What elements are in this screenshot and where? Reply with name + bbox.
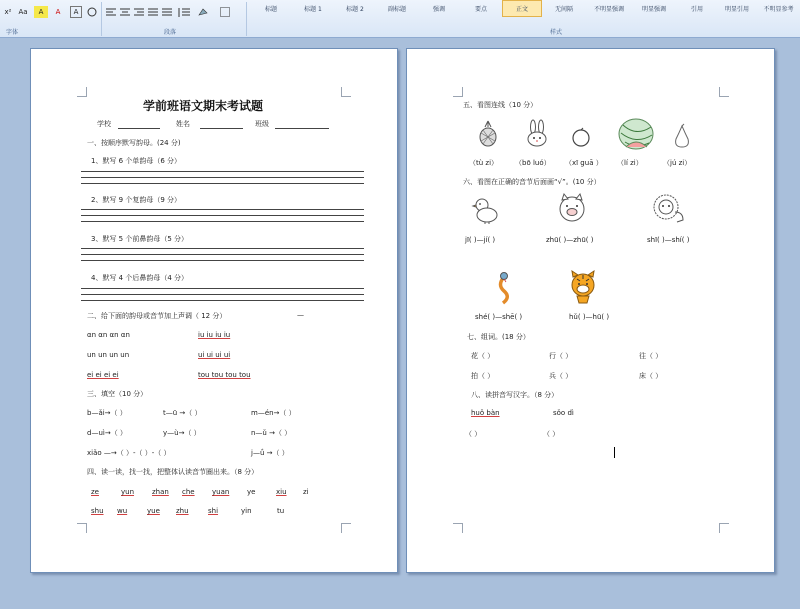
align-left-icon[interactable] <box>105 6 117 18</box>
tone-item: un un un un <box>87 351 130 359</box>
writing-line <box>81 294 364 295</box>
check-item: shī( )—shí( ) <box>647 236 690 244</box>
chick-picture <box>471 195 501 225</box>
pinyin-choice: （xī guā ） <box>565 159 603 167</box>
margin-corner <box>77 87 87 97</box>
class-label: 班级 <box>255 120 269 128</box>
writing-line <box>81 209 364 210</box>
writing-line <box>81 177 364 178</box>
fill-item: d—uì→（ ） <box>87 429 127 437</box>
style-item[interactable]: 标题 <box>264 6 277 13</box>
writing-line <box>81 300 364 301</box>
style-item[interactable]: 明显强调 <box>641 6 666 13</box>
section-heading: 七、组词。(18 分） <box>467 333 530 341</box>
margin-corner <box>453 87 463 97</box>
syllable: zhan <box>152 488 169 496</box>
syllable: yun <box>121 488 135 496</box>
style-item[interactable]: 明显引用 <box>724 6 749 13</box>
fill-item: j—ǘ →（ ） <box>251 449 289 457</box>
word-item: 花（ ） <box>471 352 495 360</box>
lion-picture <box>651 192 687 226</box>
section-heading: 一、按顺序默写韵母。(24 分) <box>87 139 181 147</box>
pig-picture <box>555 192 589 226</box>
word-item: 往（ ） <box>639 352 663 360</box>
syllable: yuan <box>212 488 230 496</box>
question-text: 4、默写 4 个后鼻韵母（4 分） <box>91 274 189 282</box>
check-item: shé( )—shē( ) <box>475 313 523 321</box>
separator <box>246 2 247 36</box>
style-item[interactable]: 要点 <box>474 6 487 13</box>
syllable: tu <box>277 507 285 515</box>
ribbon <box>0 0 800 38</box>
style-item[interactable]: 标题 1 <box>304 6 322 13</box>
section-heading: 八、读拼音写汉字。（8 分） <box>471 391 559 399</box>
syllable: zhu <box>176 507 189 515</box>
section-heading: 二、给下面的韵母或音节加上声调（ 12 分） <box>87 312 227 320</box>
syllable: wu <box>117 507 128 515</box>
font-color-button[interactable]: A <box>55 8 61 16</box>
school-label: 学校 <box>97 120 111 128</box>
word-item: 行（ ） <box>549 352 573 360</box>
school-blank[interactable] <box>118 128 160 129</box>
question-text: 2、默写 9 个复韵母（9 分） <box>91 196 182 204</box>
fill-item: b—ǎi→（ ） <box>87 409 127 417</box>
dash-mark: — <box>297 311 304 319</box>
syllable: yue <box>147 507 160 515</box>
syllable: shu <box>91 507 104 515</box>
check-item: jī( )—jí( ) <box>465 236 496 244</box>
style-item[interactable]: 引用 <box>690 6 703 13</box>
tiger-picture <box>567 269 599 305</box>
watermelon-picture <box>617 117 655 151</box>
change-case-button[interactable]: Aa <box>18 8 28 16</box>
name-label: 姓名 <box>176 120 190 128</box>
syllable: ze <box>91 488 99 496</box>
margin-corner <box>719 523 729 533</box>
margin-corner <box>719 87 729 97</box>
margin-corner <box>341 523 351 533</box>
tone-item: αn αn αn αn <box>87 331 130 339</box>
writing-line <box>81 254 364 255</box>
writing-line <box>81 183 364 184</box>
answer-bracket: （ ） <box>465 430 482 438</box>
pinyin-choice: （bō luó） <box>515 159 551 167</box>
answer-bracket: （ ） <box>543 430 560 438</box>
pinyin-word: huǒ bàn <box>471 409 500 417</box>
pinyin-choice: （tù zi） <box>469 159 499 167</box>
name-blank[interactable] <box>200 128 243 129</box>
word-item: 兵（ ） <box>549 372 573 380</box>
document-page-2[interactable] <box>406 48 775 573</box>
line-spacing-icon[interactable] <box>177 6 191 18</box>
style-item[interactable]: 强调 <box>432 6 445 13</box>
style-item[interactable]: 标题 2 <box>346 6 364 13</box>
syllable: ye <box>247 488 256 496</box>
section-heading: 五、看图连线（10 分） <box>463 101 538 109</box>
align-center-icon[interactable] <box>119 6 131 18</box>
rabbit-picture <box>524 119 550 147</box>
syllable: che <box>182 488 195 496</box>
margin-corner <box>77 523 87 533</box>
margin-corner <box>453 523 463 533</box>
snake-picture <box>493 271 515 307</box>
style-item[interactable]: 副标题 <box>387 6 406 13</box>
tone-item: tou tou tou tou <box>198 371 251 379</box>
shading-icon[interactable] <box>196 6 212 18</box>
writing-line <box>81 288 364 289</box>
distribute-icon[interactable] <box>161 6 173 18</box>
style-item[interactable]: 不明显强调 <box>593 6 624 13</box>
writing-line <box>81 260 364 261</box>
fill-item: n—ǔ →（ ） <box>251 429 292 437</box>
page-title: 学前班语文期末考试题 <box>143 99 264 113</box>
separator <box>101 2 102 36</box>
margin-corner <box>341 87 351 97</box>
group-styles-label: 样式 <box>550 29 563 36</box>
tone-item: iu iu iu iu <box>198 331 231 339</box>
tone-item: ei ei ei ei <box>87 371 119 379</box>
highlight-color-button[interactable]: A <box>34 6 48 18</box>
orange-picture <box>570 127 592 147</box>
fill-item: t—ū →（ ） <box>163 409 202 417</box>
section-heading: 六、看图在正确的音节后面画“√”。(10 分） <box>463 178 601 186</box>
class-blank[interactable] <box>275 128 329 129</box>
document-page-1[interactable] <box>30 48 398 573</box>
writing-line <box>81 221 364 222</box>
justify-icon[interactable] <box>147 6 159 18</box>
group-paragraph-label: 段落 <box>164 29 177 36</box>
syllable: zi <box>303 488 309 496</box>
tone-item: ui ui ui ui <box>198 351 231 359</box>
word-item: 拍（ ） <box>471 372 495 380</box>
writing-line <box>81 248 364 249</box>
group-font-label: 字体 <box>6 29 19 36</box>
superscript-button[interactable]: x² <box>4 8 12 16</box>
enclose-char-icon[interactable] <box>86 6 98 18</box>
style-item-active[interactable]: 正文 <box>502 0 542 17</box>
pinyin-choice: （jú zi） <box>663 159 692 167</box>
style-item[interactable]: 不明显参考 <box>763 6 794 13</box>
word-item: 床（ ） <box>639 372 663 380</box>
syllable: yin <box>241 507 252 515</box>
pineapple-picture <box>475 119 501 147</box>
fill-item: m—én→（ ） <box>251 409 296 417</box>
section-heading: 四、读一读，找一找，把整体认读音节圈出来。（8 分） <box>87 468 259 476</box>
syllable: shi <box>208 507 219 515</box>
pear-picture <box>670 123 694 149</box>
question-text: 1、默写 6 个单韵母（6 分） <box>91 157 182 165</box>
question-text: 3、默写 5 个前鼻韵母（5 分） <box>91 235 189 243</box>
char-shading-button[interactable]: A <box>70 6 82 18</box>
borders-icon[interactable] <box>218 6 232 18</box>
text-cursor <box>614 447 615 458</box>
writing-line <box>81 215 364 216</box>
workspace-background <box>0 580 800 609</box>
section-heading: 三、填空（10 分） <box>87 390 148 398</box>
align-right-icon[interactable] <box>133 6 145 18</box>
syllable: xiu <box>276 488 287 496</box>
check-item: hǔ( )—hū( ) <box>569 313 610 321</box>
fill-item: xiǎo —→（ ）-（ ）-（ ） <box>87 449 171 457</box>
style-item[interactable]: 无间隔 <box>554 6 573 13</box>
pinyin-word: sǒo dì <box>553 409 574 417</box>
pinyin-choice: （lí zi） <box>617 159 643 167</box>
fill-item: y—ù→（ ） <box>163 429 201 437</box>
writing-line <box>81 171 364 172</box>
check-item: zhū( )—zhū( ) <box>546 236 594 244</box>
